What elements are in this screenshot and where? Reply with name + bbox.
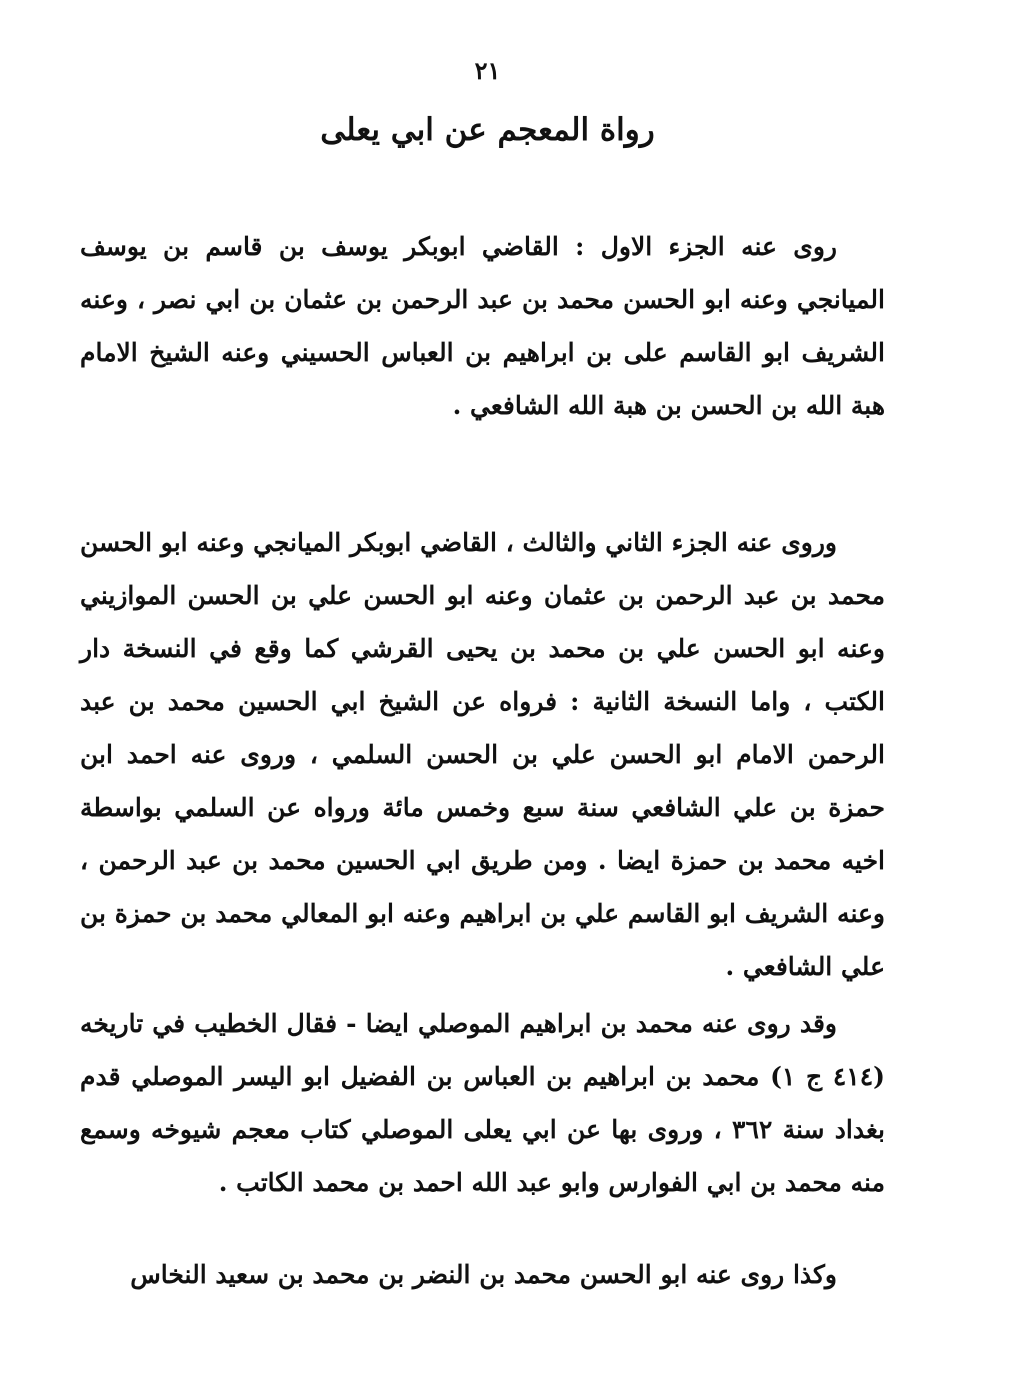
paragraph-text: وروى عنه الجزء الثاني والثالث ، القاضي ابوبكر الميانجي وعنه ابو الحسن محمد بن عبد الرحمن بن عثمان وعنه ابو الحسن علي بن الحسن الموازيني وعنه ابو الحسن علي بن محمد بن يحيى القرشي كما وقع في النسخة دار الكتب ، واما النسخة الثانية : فرواه عن الشيخ ابي الحسين محمد بن عبد الرحمن الامام ابو الحسن علي بن الحسن السلمي ، وروى عنه احمد ابن حمزة بن علي الشافعي سنة سبع وخمس مائة ورواه عن السلمي بواسطة اخيه محمد بن حمزة ايضا . ومن طريق ابي الحسين محمد بن عبد الرحمن ، وعنه الشريف ابو القاسم علي بن ابراهيم وعنه ابو المعالي محمد بن حمزة بن علي الشافعي . bbox=[80, 528, 885, 981]
paragraph-1 bbox=[80, 220, 885, 432]
paragraph-4 bbox=[80, 1248, 885, 1301]
paragraph-text: روى عنه الجزء الاول : القاضي ابوبكر يوسف بن قاسم بن يوسف الميانجي وعنه ابو الحسن محمد بن عبد الرحمن بن عثمان بن ابي نصر ، وعنه الشريف ابو القاسم على بن ابراهيم بن العباس الحسيني وعنه الشيخ الامام هبة الله بن الحسن بن هبة الله الشافعي . bbox=[80, 232, 885, 420]
paragraph-text: وقد روى عنه محمد بن ابراهيم الموصلي ايضا - فقال الخطيب في تاريخه (٤١٤ ج ١) محمد بن ابراهيم بن العباس بن الفضيل ابو اليسر الموصلي قدم بغداد سنة ٣٦٢ ، وروى بها عن ابي يعلى الموصلي كتاب معجم شيوخه وسمع منه محمد بن ابي الفوارس وابو عبد الله احمد بن محمد الكاتب . bbox=[80, 1009, 885, 1197]
chapter-title: رواة المعجم عن ابي يعلى bbox=[320, 112, 655, 148]
paragraph-text: وكذا روى عنه ابو الحسن محمد بن النضر بن محمد بن سعيد النخاس bbox=[130, 1260, 837, 1289]
paragraph-2 bbox=[80, 516, 885, 993]
page-number: ٢١ bbox=[474, 56, 501, 85]
paragraph-3 bbox=[80, 997, 885, 1209]
